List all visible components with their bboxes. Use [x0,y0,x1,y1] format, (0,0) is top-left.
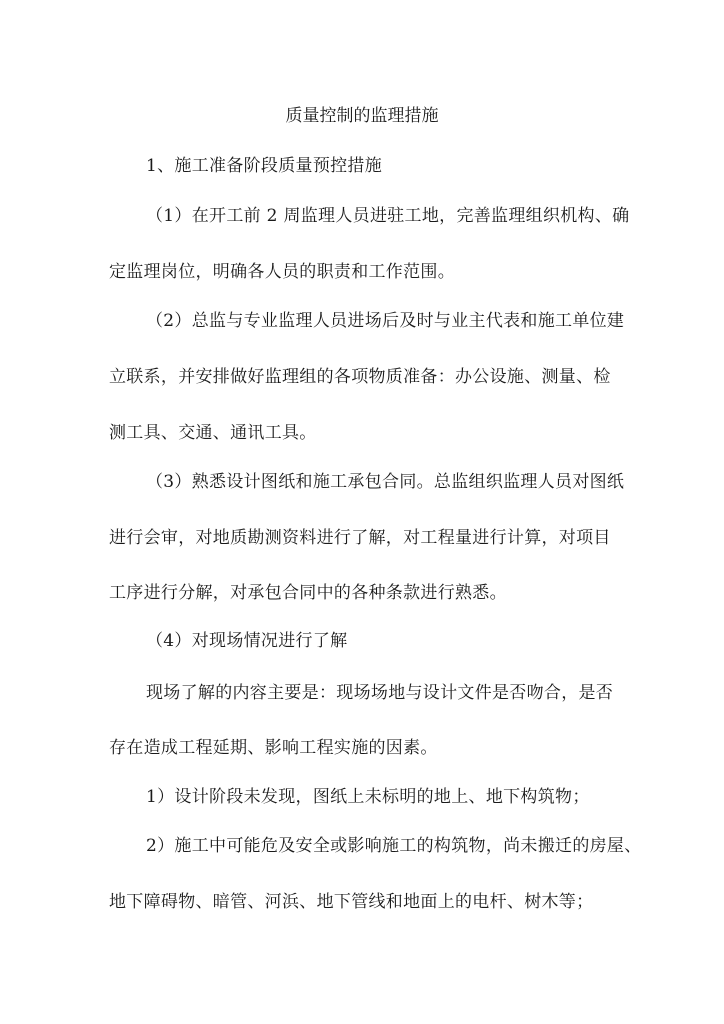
paragraph-line: （2）总监与专业监理人员进场后及时与业主代表和施工单位建 [146,311,625,331]
paragraph-line: 工序进行分解，对承包合同中的各种条款进行熟悉。 [109,583,507,603]
document-title: 质量控制的监理措施 [285,106,439,126]
paragraph-line: 存在造成工程延期、影响工程实施的因素。 [109,738,438,758]
section-heading: 1、施工准备阶段质量预控措施 [146,156,383,176]
list-item: 2）施工中可能危及安全或影响施工的构筑物，尚未搬迁的房屋、 [146,836,642,856]
paragraph-line: 测工具、交通、通讯工具。 [109,423,317,443]
paragraph-line: 定监理岗位，明确各人员的职责和工作范围。 [109,262,455,282]
paragraph-line: 立联系，并安排做好监理组的各项物质准备：办公设施、测量、检 [109,367,611,387]
paragraph-line: （1）在开工前 2 周监理人员进驻工地，完善监理组织机构、确 [146,206,630,226]
paragraph-line: （3）熟悉设计图纸和施工承包合同。总监组织监理人员对图纸 [146,472,625,492]
list-item: 1）设计阶段未发现，图纸上未标明的地上、地下构筑物； [146,787,590,807]
paragraph-line: 进行会审，对地质勘测资料进行了解，对工程量进行计算，对项目 [109,528,611,548]
paragraph-line: （4）对现场情况进行了解 [146,631,348,651]
paragraph-line: 现场了解的内容主要是：现场场地与设计文件是否吻合，是否 [146,683,614,703]
paragraph-line: 地下障碍物、暗管、河浜、地下管线和地面上的电杆、树木等； [109,892,594,912]
